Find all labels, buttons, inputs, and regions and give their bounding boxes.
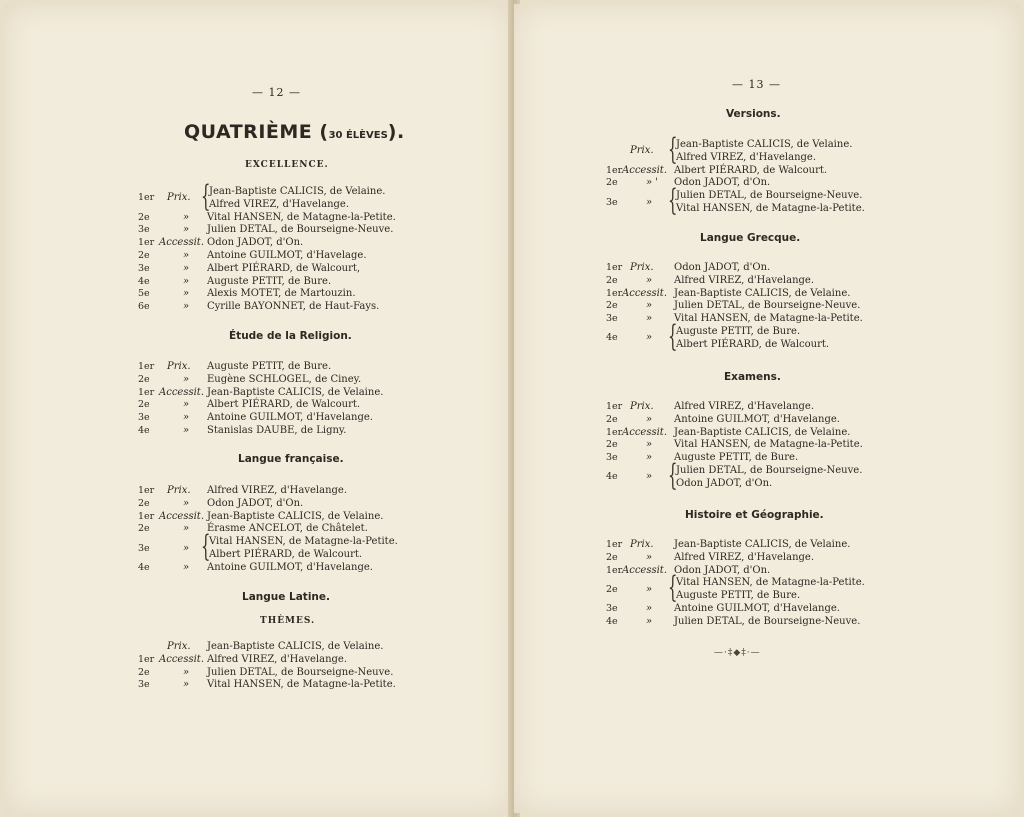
section-subheading-themes: THÈMES.	[260, 616, 316, 626]
rank-label: 1er	[138, 485, 155, 496]
award-type: »	[646, 332, 653, 344]
rank-label: 4e	[138, 561, 150, 573]
rank-label: 4e	[606, 332, 618, 344]
award-type: »	[646, 313, 653, 325]
award-type: Accessit.	[159, 386, 204, 398]
list-item	[606, 564, 936, 577]
award-type: »	[646, 274, 653, 286]
award-type: »	[183, 224, 190, 236]
student-entry: Vital HANSEN, de Matagne-la-Petite.	[676, 203, 865, 214]
rank-label: 2e	[606, 177, 618, 189]
left-page	[4, 4, 512, 813]
title-paren-open: (	[319, 121, 329, 143]
award-type: »	[646, 551, 653, 563]
student-entry: Jean-Baptiste CALICIS, de Velaine.	[674, 287, 851, 299]
award-type: »	[646, 300, 653, 312]
rank-label: 3e	[606, 452, 618, 464]
award-type: »	[183, 250, 190, 261]
rank-label: 1er	[606, 164, 623, 176]
rank-label: 2e	[138, 666, 150, 678]
rank-label: 6e	[138, 301, 150, 313]
award-type: »	[183, 288, 190, 300]
award-type: Prix.	[630, 262, 654, 273]
student-entry: Odon JADOT, d'On.	[207, 497, 304, 509]
section-heading-versions: Versions.	[726, 108, 781, 120]
brace-mark: {	[668, 319, 678, 353]
rank-label: 4e	[606, 471, 618, 483]
student-entry: Albert PIÉRARD, de Walcourt.	[676, 338, 830, 350]
student-entry: Albert PIÉRARD, de Walcourt.	[207, 399, 361, 411]
student-entry: Auguste PETIT, de Bure.	[207, 361, 332, 372]
student-entry: Antoine GUILMOT, d'Havelange.	[207, 561, 373, 573]
rank-label: 2e	[138, 373, 150, 385]
student-entry: Albert PIÉRARD, de Walcourt.	[209, 549, 363, 560]
student-entry: Eugène SCHLOGEL, de Ciney.	[207, 373, 362, 385]
student-entry: Jean-Baptiste CALICIS, de Velaine.	[676, 139, 853, 150]
rank-label: 2e	[606, 439, 618, 451]
award-type: Prix.	[630, 401, 654, 412]
student-entry: Julien DETAL, de Bourseigne-Neuve.	[207, 666, 394, 678]
rank-label: 2e	[606, 583, 618, 595]
student-entry: Vital HANSEN, de Matagne-la-Petite.	[676, 577, 865, 589]
rank-label: 3e	[138, 412, 150, 424]
rank-label: 3e	[138, 262, 150, 274]
rank-label: 1er	[606, 564, 623, 576]
student-entry: Cyrille BAYONNET, de Haut-Fays.	[207, 301, 380, 313]
rank-label: 2e	[138, 497, 150, 509]
student-entry: Vital HANSEN, de Matagne-la-Petite.	[207, 679, 396, 691]
brace-mark: {	[201, 529, 211, 564]
award-type: »	[183, 666, 190, 678]
student-entry: Antoine GUILMOT, d'Havelange.	[674, 413, 840, 425]
brace-mark: {	[668, 132, 678, 166]
student-entry: Odon JADOT, d'On.	[674, 262, 771, 273]
student-entry: Auguste PETIT, de Bure.	[676, 590, 801, 602]
section-heading-religion: Étude de la Religion.	[229, 330, 352, 342]
student-entry: Jean-Baptiste CALICIS, de Velaine.	[207, 386, 384, 398]
student-entry: Odon JADOT, d'On.	[207, 237, 304, 249]
brace-mark: {	[201, 179, 211, 213]
student-entry: Alfred VIREZ, d'Havelange.	[207, 653, 348, 665]
award-type: »	[183, 301, 190, 313]
award-type: Accessit.	[159, 237, 204, 249]
award-type: »	[646, 439, 653, 451]
rank-label: 3e	[138, 224, 150, 236]
page-number: — 12 —	[252, 86, 301, 99]
rank-label: 1er	[138, 510, 155, 522]
student-entry: Julien DETAL, de Bourseigne-Neuve.	[676, 190, 863, 202]
list-item	[606, 176, 936, 189]
award-type: »	[646, 615, 653, 627]
rank-label: 2e	[606, 300, 618, 312]
rank-label: 3e	[138, 542, 150, 554]
section-heading-grecque: Langue Grecque.	[700, 232, 801, 244]
rank-label: 1er	[138, 192, 155, 204]
student-entry: Alfred VIREZ, d'Havelange.	[674, 401, 815, 412]
title-paren-close: ).	[387, 121, 405, 143]
student-entry: Julien DETAL, de Bourseigne-Neuve.	[674, 615, 861, 627]
student-entry: Jean-Baptiste CALICIS, de Velaine.	[674, 426, 851, 438]
right-page	[514, 4, 1020, 813]
page-number-right: — 13 —	[732, 78, 781, 91]
list-item	[606, 261, 936, 274]
section-heading-excellence: EXCELLENCE.	[245, 160, 329, 170]
student-entry: Odon JADOT, d'On.	[676, 477, 773, 489]
student-entry: Alfred VIREZ, d'Havelange.	[674, 274, 815, 286]
rank-label: 2e	[606, 413, 618, 425]
award-type: Accessit.	[622, 426, 667, 438]
rank-label: 4e	[606, 615, 618, 627]
section-heading-latine: Langue Latine.	[242, 591, 330, 603]
student-entry: Auguste PETIT, de Bure.	[676, 326, 801, 337]
rank-label: 1er	[138, 386, 155, 398]
award-type: Prix.	[167, 641, 191, 652]
award-type: Prix.	[630, 145, 654, 157]
student-entry: Odon JADOT, d'On.	[674, 177, 771, 189]
award-type: Accessit.	[622, 164, 667, 176]
section-heading-histoire: Histoire et Géographie.	[685, 509, 824, 521]
award-type: »	[183, 275, 190, 287]
student-entry: Vital HANSEN, de Matagne-la-Petite.	[674, 313, 863, 325]
rank-label: 2e	[138, 399, 150, 411]
student-entry: Jean-Baptiste CALICIS, de Velaine.	[207, 510, 384, 522]
award-type: »	[183, 679, 190, 691]
brace-mark: {	[668, 570, 678, 605]
student-entry: Érasme ANCELOT, de Châtelet.	[207, 523, 368, 535]
brace-mark: {	[668, 183, 678, 218]
student-entry: Antoine GUILMOT, d'Havelage.	[207, 250, 367, 261]
student-entry: Alfred VIREZ, d'Havelange.	[207, 485, 348, 496]
student-entry: Auguste PETIT, de Bure.	[674, 452, 799, 464]
student-entry: Stanislas DAUBE, de Ligny.	[207, 425, 347, 436]
rank-label: 1er	[606, 262, 623, 273]
award-type: »	[646, 413, 653, 425]
student-entry: Antoine GUILMOT, d'Havelange.	[674, 603, 840, 614]
student-entry: Jean-Baptiste CALICIS, de Velaine.	[674, 539, 851, 550]
student-entry: Albert PIÉRARD, de Walcourt,	[207, 262, 361, 274]
award-type: »	[183, 373, 190, 385]
rank-label: 4e	[138, 275, 150, 287]
brace-mark: {	[668, 458, 678, 492]
title-main: QUATRIÈME	[184, 121, 313, 143]
student-entry: Julien DETAL, de Bourseigne-Neuve.	[207, 224, 394, 236]
award-type: »	[646, 603, 653, 614]
rank-label: 2e	[606, 551, 618, 563]
award-type: Prix.	[630, 539, 654, 550]
rank-label: 1er	[606, 287, 623, 299]
award-type: »	[183, 561, 190, 573]
award-type: »	[183, 523, 190, 535]
student-entry: Julien DETAL, de Bourseigne-Neuve.	[674, 300, 861, 312]
award-type: Prix.	[167, 192, 191, 204]
rank-label: 2e	[138, 211, 150, 223]
rank-label: 1er	[606, 401, 623, 412]
student-entry: Vital HANSEN, de Matagne-la-Petite.	[209, 536, 398, 548]
student-entry: Alexis MOTET, de Martouzin.	[207, 288, 356, 300]
award-type: »	[183, 542, 190, 554]
award-type: »	[646, 583, 653, 595]
end-ornament: —·‡◆‡·—	[714, 648, 761, 658]
student-entry: Vital HANSEN, de Matagne-la-Petite.	[674, 439, 863, 451]
award-type: » '	[646, 177, 659, 189]
student-entry: Auguste PETIT, de Bure.	[207, 275, 332, 287]
award-type: Prix.	[167, 485, 191, 496]
section-heading-examens: Examens.	[724, 371, 781, 383]
rank-label: 5e	[138, 288, 150, 300]
award-type: »	[646, 452, 653, 464]
rank-label: 4e	[138, 425, 150, 436]
student-entry: Alfred VIREZ, d'Havelange.	[209, 198, 350, 210]
rank-label: 3e	[606, 196, 618, 208]
rank-label: 2e	[138, 250, 150, 261]
student-entry: Julien DETAL, de Bourseigne-Neuve.	[676, 465, 863, 476]
award-type: Accessit.	[622, 564, 667, 576]
student-entry: Jean-Baptiste CALICIS, de Velaine.	[207, 641, 384, 652]
page-title	[184, 121, 405, 143]
rank-label: 2e	[606, 274, 618, 286]
rank-label: 1er	[138, 361, 155, 372]
rank-label: 1er	[606, 426, 623, 438]
student-entry: Jean-Baptiste CALICIS, de Velaine.	[209, 186, 386, 197]
rank-label: 2e	[138, 523, 150, 535]
award-type: »	[183, 412, 190, 424]
award-type: »	[183, 262, 190, 274]
award-type: Prix.	[167, 361, 191, 372]
award-type: Accessit.	[159, 653, 204, 665]
award-type: »	[183, 425, 190, 436]
rank-label: 3e	[606, 313, 618, 325]
rank-label: 1er	[606, 539, 623, 550]
award-type: Accessit.	[622, 287, 667, 299]
student-entry: Albert PIÉRARD, de Walcourt.	[674, 164, 828, 176]
award-type: »	[183, 497, 190, 509]
rank-label: 3e	[606, 603, 618, 614]
student-entry: Alfred VIREZ, d'Havelange.	[676, 151, 817, 163]
student-entry: Vital HANSEN, de Matagne-la-Petite.	[207, 211, 396, 223]
award-type: »	[183, 399, 190, 411]
award-type: Accessit.	[159, 510, 204, 522]
award-type: »	[646, 196, 653, 208]
rank-label: 3e	[138, 679, 150, 691]
rank-label: 1er	[138, 653, 155, 665]
student-entry: Alfred VIREZ, d'Havelange.	[674, 551, 815, 563]
student-entry: Odon JADOT, d'On.	[674, 564, 771, 576]
award-type: »	[183, 211, 190, 223]
student-entry: Antoine GUILMOT, d'Havelange.	[207, 412, 373, 424]
section-heading-francaise: Langue française.	[238, 453, 344, 465]
award-type: »	[646, 471, 653, 483]
rank-label: 1er	[138, 237, 155, 249]
title-count: 30 ÉLÈVES	[328, 130, 388, 141]
